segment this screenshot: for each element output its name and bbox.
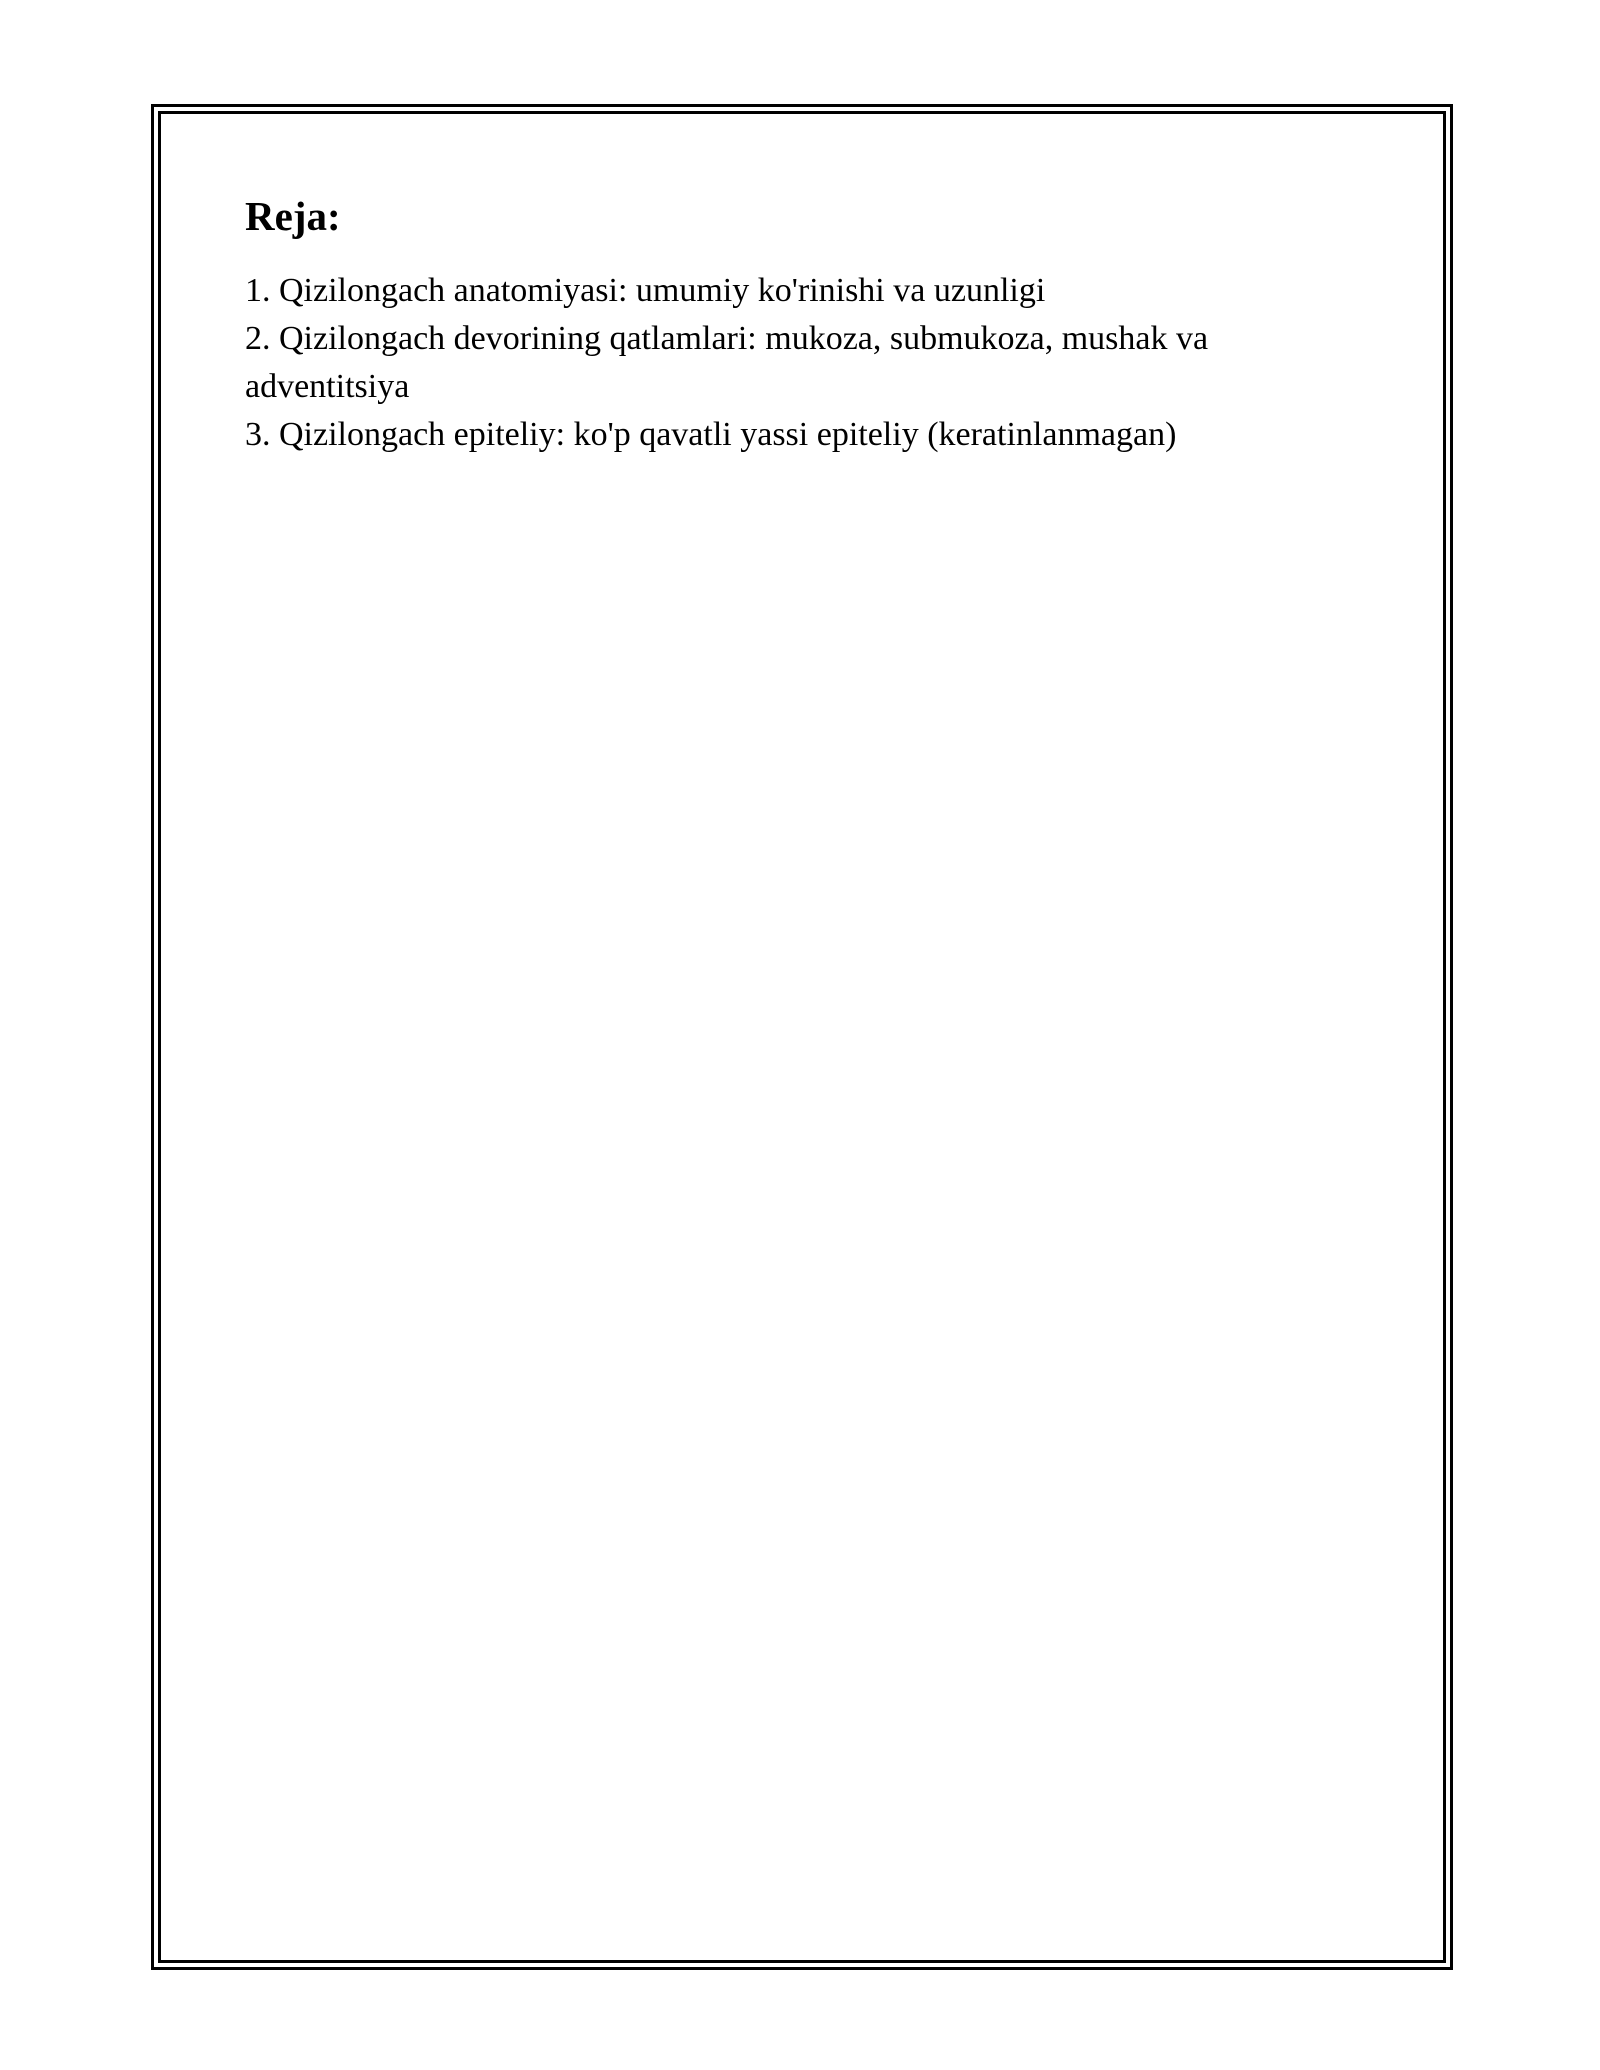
page-content xyxy=(245,192,1323,459)
plan-item-1: 1. Qizilongach anatomiyasi: umumiy ko'rinishi va uzunligi xyxy=(245,272,1046,310)
plan-item-3: 3. Qizilongach epiteliy: ko'p qavatli yassi epiteliy (keratinlanmagan) xyxy=(245,416,1177,454)
plan-item-2: 2. Qizilongach devorining qatlamlari: mukoza, submukoza, mushak va adventitsiya xyxy=(245,320,1209,406)
page-border-frame xyxy=(151,104,1453,1970)
plan-list xyxy=(245,267,1323,459)
plan-heading: Reja: xyxy=(245,193,341,239)
